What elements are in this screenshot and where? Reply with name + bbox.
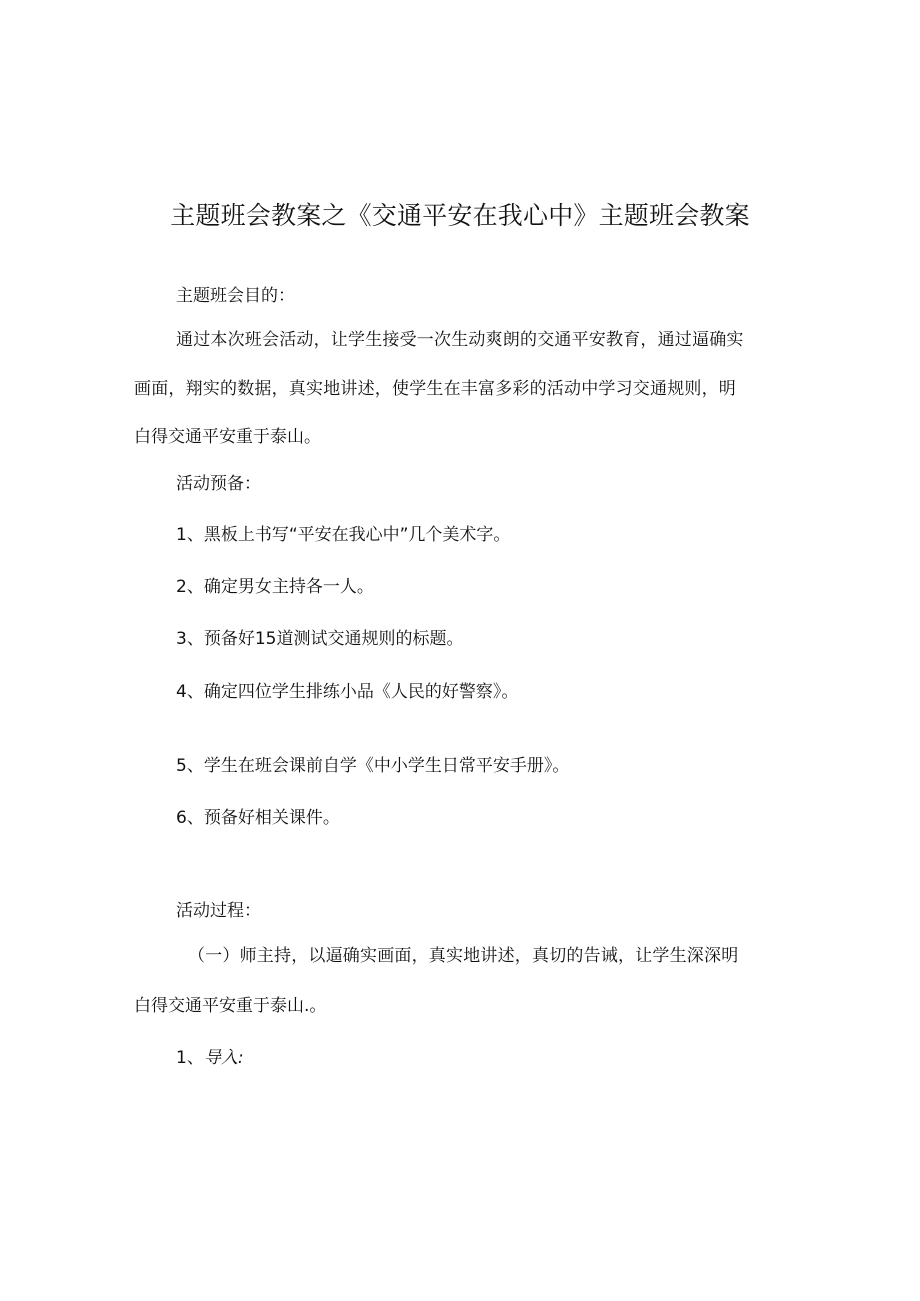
- prep-heading: 活动预备：: [176, 474, 261, 494]
- prep-item-5: 5、学生在班会课前自学《中小学生日常平安手册》。: [176, 756, 570, 776]
- step-1: [176, 1044, 244, 1072]
- process-line-2: 白得交通平安重于泰山.。: [134, 996, 327, 1016]
- step-1-label: 导入:: [203, 1048, 244, 1068]
- prep-item-4: 4、确定四位学生排练小品《人民的好警察》。: [176, 682, 519, 702]
- purpose-line-1: 通过本次班会活动，让学生接受一次生动爽朗的交通平安教育，通过逼确实: [176, 330, 744, 350]
- prep-item-2: 2、确定男女主持各一人。: [176, 577, 374, 597]
- purpose-line-3: 白得交通平安重于泰山。: [134, 427, 321, 447]
- purpose-heading: 主题班会目的：: [176, 286, 295, 306]
- prep-item-3: 3、预备好15道测试交通规则的标题。: [176, 629, 464, 649]
- prep-item-1: 1、黑板上书写“平安在我心中”几个美术字。: [176, 525, 511, 545]
- process-line-1: （一）师主持，以逼确实画面，真实地讲述，真切的告诫，让学生深深明: [188, 946, 739, 966]
- purpose-line-2: 画面，翔实的数据，真实地讲述，使学生在丰富多彩的活动中学习交通规则，明: [134, 379, 736, 399]
- process-heading: 活动过程：: [176, 901, 261, 921]
- document-title: 主题班会教案之《交通平安在我心中》主题班会教案: [170, 201, 750, 230]
- prep-item-6: 6、预备好相关课件。: [176, 808, 340, 828]
- step-1-number: 1、: [176, 1048, 204, 1068]
